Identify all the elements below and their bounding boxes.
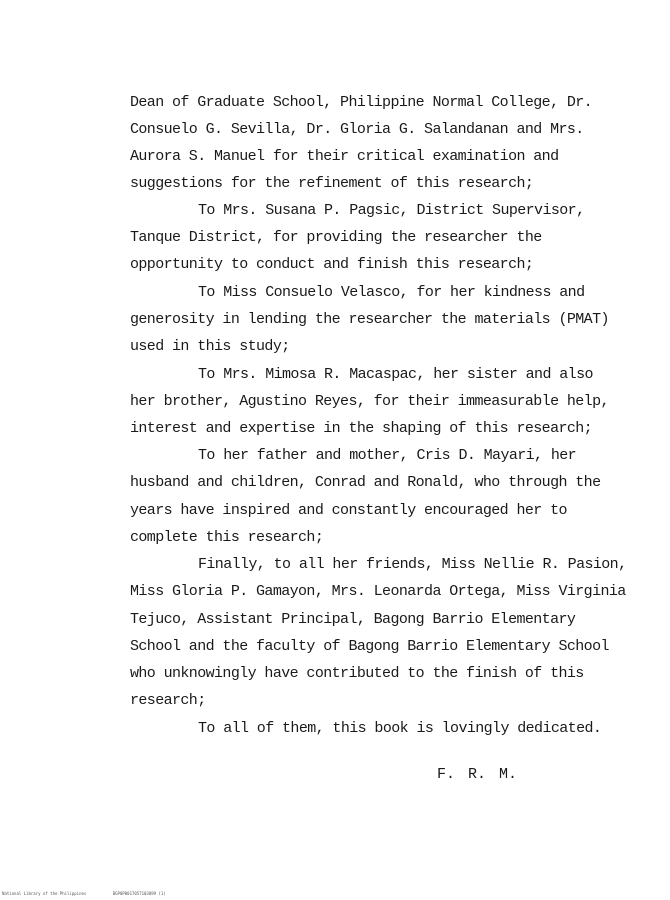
text-line: who unknowingly have contributed to the finish of this (130, 665, 584, 682)
text-line: Tanque District, for providing the researcher the (130, 229, 542, 246)
text-line: husband and children, Conrad and Ronald, who through the (130, 474, 601, 491)
text-line: Finally, to all her friends, Miss Nellie R. Pasion, (198, 556, 627, 573)
text-line: suggestions for the refinement of this research; (130, 175, 534, 192)
text-line: To Mrs. Susana P. Pagsic, District Supervisor, (198, 202, 585, 219)
footer-stamp (2, 891, 190, 896)
text-line: her brother, Agustino Reyes, for their immeasurable help, (130, 393, 609, 410)
text-line: Miss Gloria P. Gamayon, Mrs. Leonarda Ortega, Miss Virginia (130, 583, 626, 600)
text-line: To all of them, this book is lovingly dedicated. (198, 720, 602, 737)
text-line: used in this study; (130, 338, 290, 355)
text-line: To her father and mother, Cris D. Mayari, her (198, 447, 577, 464)
text-line: Aurora S. Manuel for their critical examination and (130, 148, 559, 165)
text-line: Tejuco, Assistant Principal, Bagong Barrio Elementary (130, 611, 576, 628)
text-line: To Miss Consuelo Velasco, for her kindness and (198, 284, 585, 301)
text-line: Consuelo G. Sevilla, Dr. Gloria G. Salandanan and Mrs. (130, 121, 584, 138)
text-line: To Mrs. Mimosa R. Macaspac, her sister and also (198, 366, 593, 383)
signature-initials: F. R. M. (437, 766, 518, 783)
text-line: research; (130, 692, 206, 709)
text-line: School and the faculty of Bagong Barrio Elementary School (130, 638, 609, 655)
text-line: interest and expertise in the shaping of this research; (130, 420, 593, 437)
text-line: complete this research; (130, 529, 324, 546)
footer-code: BGP0P0017057103099 (1) (112, 891, 166, 896)
footer-library: National Library of the Philippines (2, 891, 87, 896)
text-line: generosity in lending the researcher the materials (PMAT) (130, 311, 609, 328)
text-line: Dean of Graduate School, Philippine Normal College, Dr. (130, 94, 593, 111)
text-line: opportunity to conduct and finish this research; (130, 256, 534, 273)
text-line: years have inspired and constantly encouraged her to (130, 502, 567, 519)
